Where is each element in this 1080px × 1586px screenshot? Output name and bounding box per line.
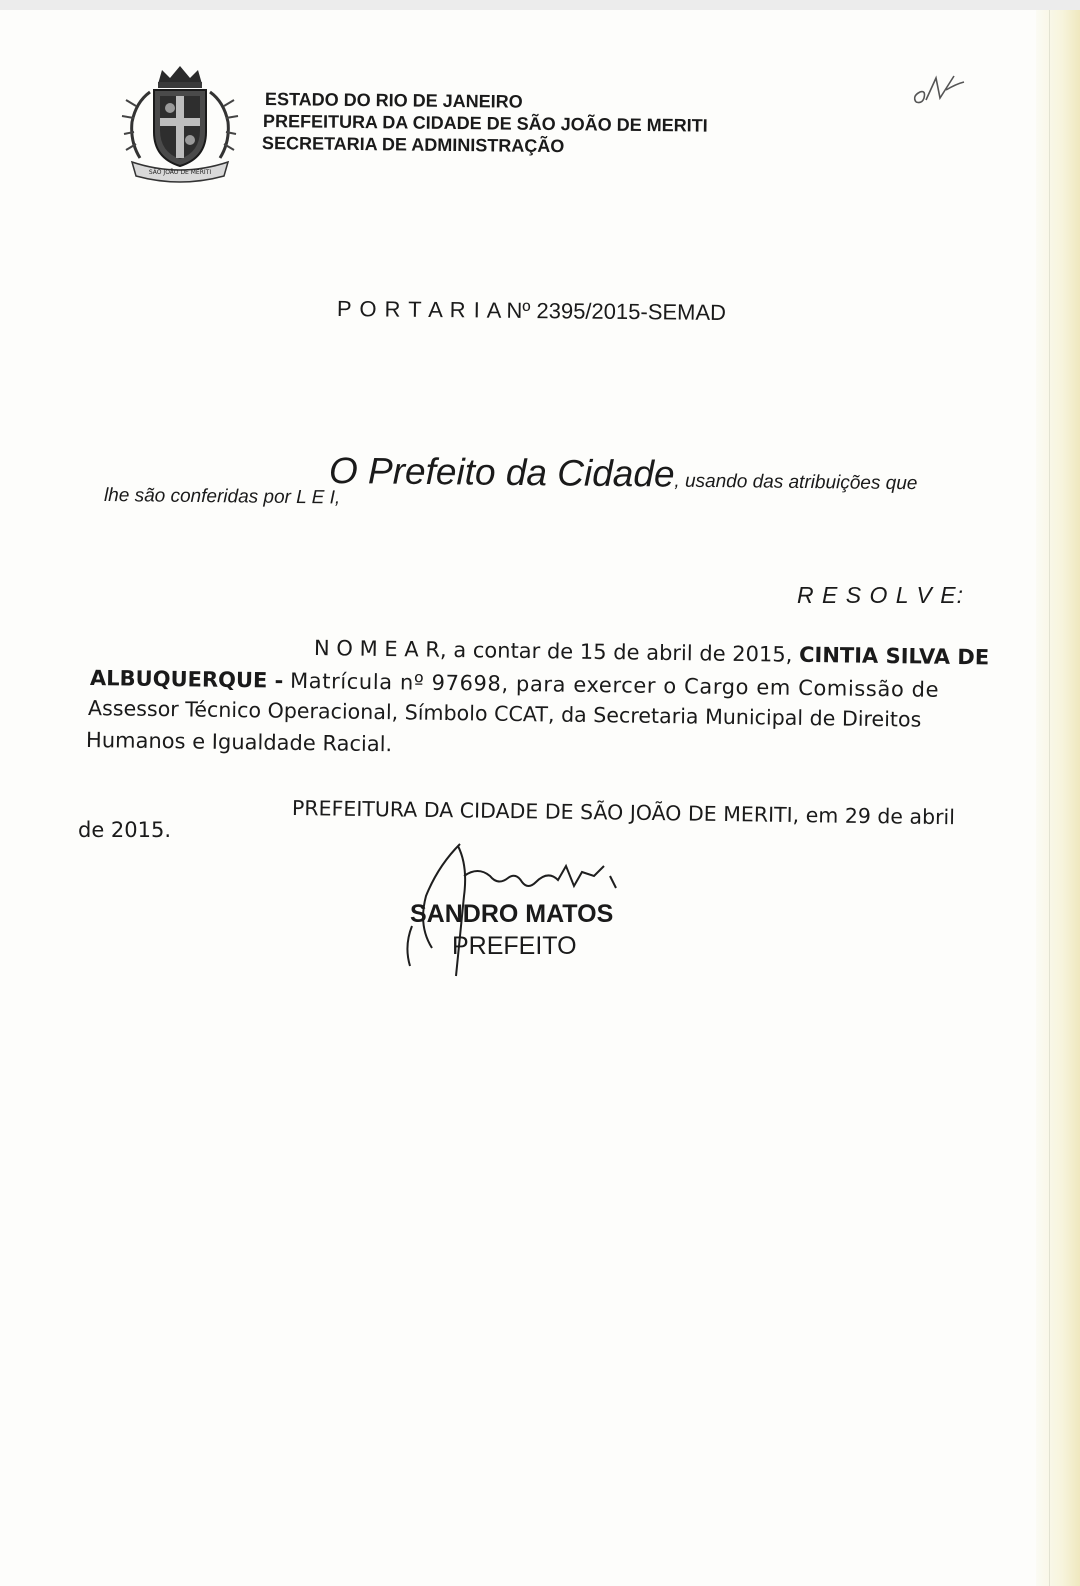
signatory-name: SANDRO MATOS	[410, 900, 614, 928]
title-number: Nº 2395/2015-SEMAD	[506, 297, 727, 326]
preamble-line-2: lhe são conferidas por L E I,	[103, 485, 341, 509]
initial-mark-icon	[910, 72, 970, 112]
body-line-3: Assessor Técnico Operacional, Símbolo CCAT, da Secretaria Municipal de Direitos	[87, 696, 922, 732]
document-title	[337, 296, 726, 326]
header-secretariat: SECRETARIA DE ADMINISTRAÇÃO	[261, 133, 565, 157]
paper-edge-strip	[1036, 10, 1080, 1586]
body-line-2-rest: Matrícula nº 97698, para exercer o Cargo em Comissão de	[289, 668, 940, 702]
preamble-emphasis: O Prefeito da Cidade	[328, 450, 675, 495]
body-line-4: Humanos e Igualdade Racial.	[85, 728, 393, 757]
closing-line-1: PREFEITURA DA CIDADE DE SÃO JOÃO DE MERITI, em 29 de abril	[291, 796, 956, 830]
body-line-1-lead: N O M E A R, a contar de 15 de abril de 2015,	[313, 636, 793, 667]
resolve-heading: R E S O L V E:	[797, 582, 964, 608]
body-line-1	[314, 636, 990, 669]
coat-of-arms-icon	[118, 62, 242, 184]
appointee-last-name: ALBUQUERQUE -	[89, 666, 284, 693]
signatory-role: PREFEITO	[452, 932, 577, 960]
closing-line-2: de 2015.	[78, 818, 172, 842]
appointee-first-name: CINTIA SILVA DE	[798, 642, 990, 670]
preamble-rest: , usando das atribuições que	[674, 470, 918, 495]
body-line-2	[90, 666, 939, 702]
paper-edge-line	[1049, 10, 1050, 1586]
preamble-line-1	[329, 450, 918, 498]
header-state: ESTADO DO RIO DE JANEIRO	[264, 89, 523, 112]
document-page	[0, 10, 1080, 1586]
header-prefecture: PREFEITURA DA CIDADE DE SÃO JOÃO DE MERITI	[262, 111, 708, 136]
crest-ribbon-text: SÃO JOÃO DE MERITI	[148, 169, 212, 176]
title-prefix: P O R T A R I A	[336, 296, 503, 323]
